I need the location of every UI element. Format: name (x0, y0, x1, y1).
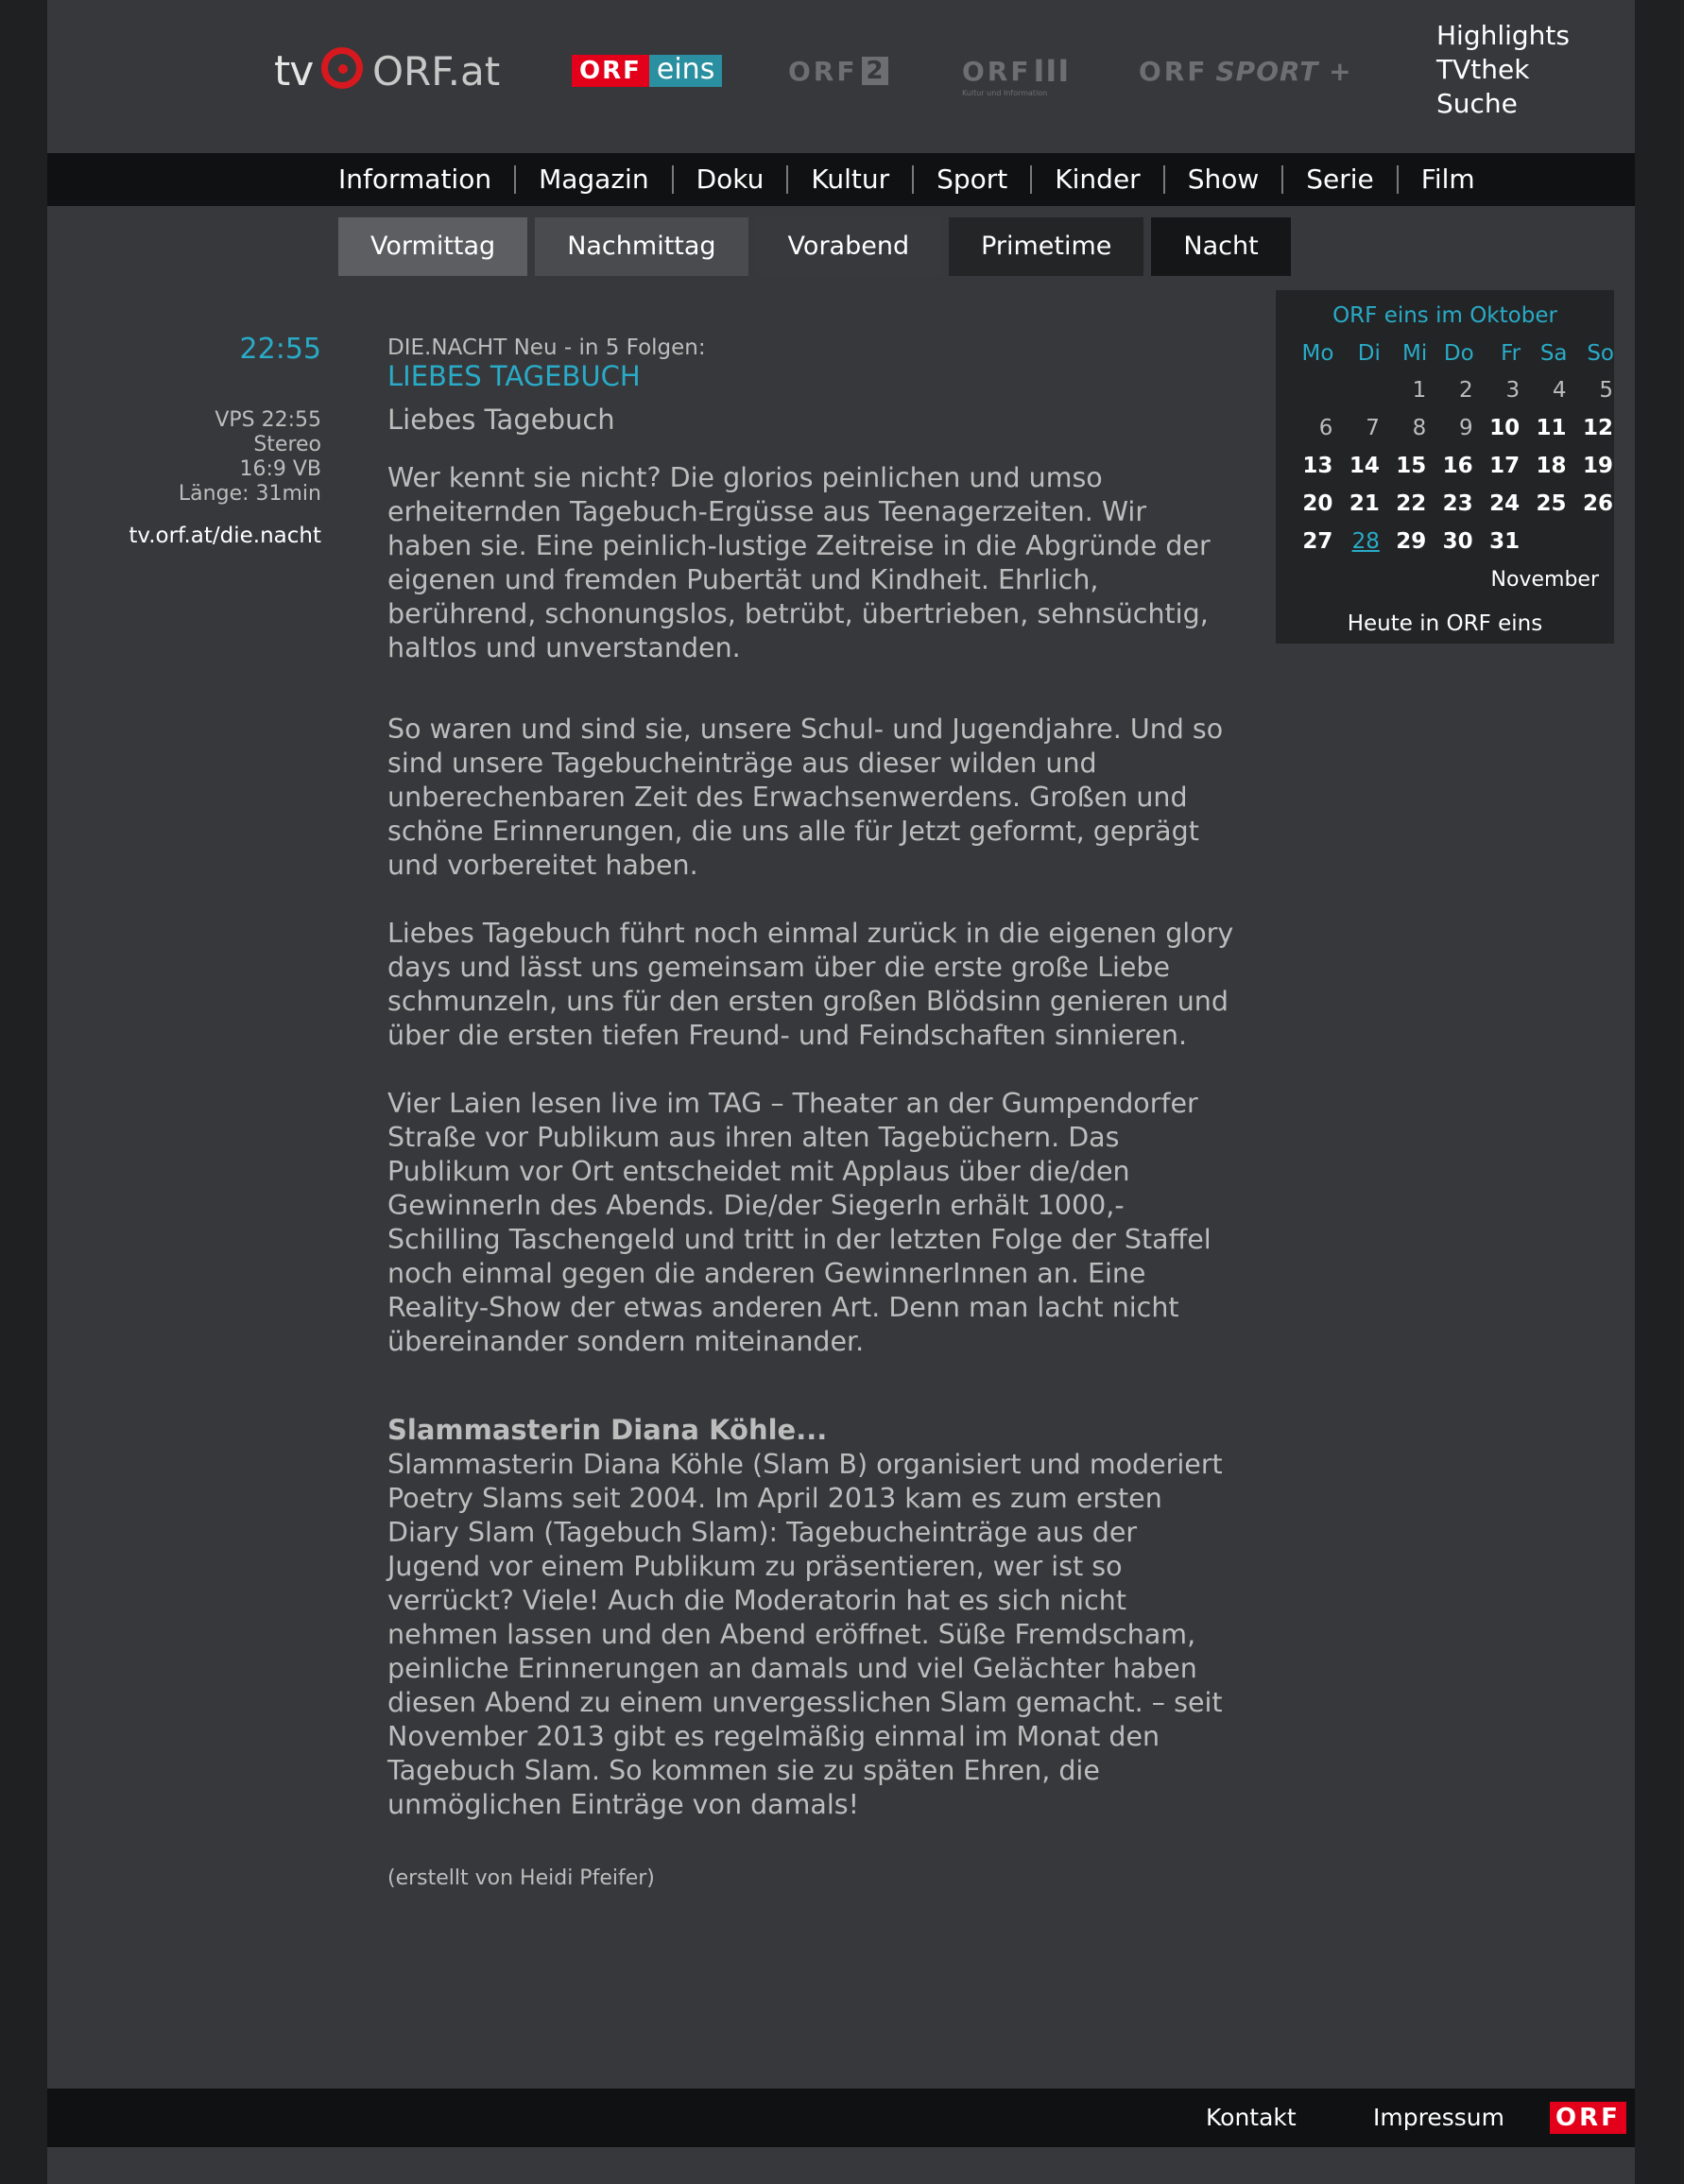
calendar-grid (1287, 335, 1614, 560)
nav-item-serie[interactable]: Serie (1283, 165, 1399, 194)
channel-orf-2[interactable] (788, 55, 888, 87)
footer-link-kontakt[interactable]: Kontakt (1206, 2104, 1297, 2131)
channel-orf-2-part1: ORF (788, 55, 858, 87)
channel-orf-2-part2: 2 (862, 57, 888, 85)
section-heading: Slammasterin Diana Köhle... (387, 1414, 828, 1446)
channel-orf-iii-part2: III (1033, 53, 1071, 89)
calendar-day-link[interactable]: 19 (1582, 454, 1613, 478)
channel-orf-sport[interactable] (1139, 55, 1352, 87)
calendar-day: 6 (1318, 416, 1333, 440)
program-info (47, 331, 321, 550)
calendar-day: 3 (1505, 378, 1521, 403)
tab-primetime[interactable]: Primetime (949, 217, 1143, 276)
calendar-day-empty (1521, 523, 1567, 560)
channel-orf-sport-part1: ORF (1139, 55, 1209, 87)
logo-site-text: ORF.at (372, 48, 501, 95)
calendar-weekday: So (1587, 341, 1614, 366)
page (47, 0, 1635, 2184)
calendar-day: 9 (1459, 416, 1473, 440)
calendar-day-link[interactable]: 22 (1396, 491, 1427, 516)
nav-item-show[interactable]: Show (1165, 165, 1284, 194)
nav-item-information[interactable]: Information (325, 165, 516, 194)
footer (47, 2089, 1635, 2147)
calendar-weekday: Do (1443, 341, 1474, 366)
calendar-day-link[interactable]: 30 (1442, 529, 1473, 554)
program-format: 16:9 VB (239, 457, 321, 481)
top-links (1436, 19, 1570, 121)
calendar-today-link[interactable]: Heute in ORF eins (1347, 611, 1543, 636)
orf-eye-icon (321, 47, 363, 89)
description-paragraph: Wer kennt sie nicht? Die glorios peinlichen und umso erheiternden Tagebuch-Ergüsse aus Teenagerzeiten. Wir haben sie. Eine peinlich-lustige Zeitreise in die Abgründe der eigenen und fremden Pubertät und Kindheit. Ehrlich, berührend, schonungslos, betrübt, übertrieben, sehnsüchtig, haltlos und unverstanden. (387, 462, 1211, 663)
calendar-day: 8 (1412, 416, 1427, 440)
calendar-day-link[interactable]: 26 (1582, 491, 1613, 516)
calendar-day-link[interactable]: 18 (1536, 454, 1567, 478)
calendar-day-empty (1568, 523, 1614, 560)
nav-item-magazin[interactable]: Magazin (516, 165, 673, 194)
calendar-day-link[interactable]: 10 (1489, 416, 1521, 440)
calendar-weekday: Di (1357, 341, 1381, 366)
description-paragraph: Liebes Tagebuch führt noch einmal zurück in die eigenen glory days und lässt uns gemeinsam über die erste große Liebe schmunzeln, uns für den ersten großen Blödsinn genieren und über die ersten tiefen Freund- und Feindschaften sinnieren. (387, 918, 1234, 1051)
calendar-day-link[interactable]: 15 (1396, 454, 1427, 478)
nav-item-film[interactable]: Film (1420, 163, 1475, 195)
time-tabs (338, 217, 1298, 276)
category-nav (47, 153, 1635, 206)
calendar-weekday: Sa (1539, 341, 1568, 366)
description-paragraph: Vier Laien lesen live im TAG – Theater an der Gumpendorfer Straße vor Publikum aus ihren alten Tagebüchern. Das Publikum vor Ort entscheidet mit Applaus über die/den GewinnerIn des Abends. Die/der SiegerIn erhält 1000,- Schilling Taschengeld und tritt in der letzten Folge der Staffel noch einmal gegen die anderen GewinnerInnen an. Eine Reality-Show der etwas anderen Art. Denn man lacht nicht übereinander sondern miteinander. (387, 1088, 1211, 1357)
calendar-day-today[interactable]: 28 (1351, 529, 1380, 554)
calendar-day: 1 (1412, 378, 1427, 403)
program-length: Länge: 31min (178, 482, 321, 506)
series-line: DIE.NACHT Neu - in 5 Folgen: (387, 335, 706, 360)
tab-vormittag[interactable]: Vormittag (338, 217, 527, 276)
calendar-day: 2 (1459, 378, 1473, 403)
calendar-day-link[interactable]: 17 (1489, 454, 1521, 478)
program-title: LIEBES TAGEBUCH (387, 360, 641, 392)
tab-nacht[interactable]: Nacht (1151, 217, 1290, 276)
orf-logo[interactable]: ORF (1550, 2102, 1626, 2134)
calendar-day-link[interactable]: 23 (1442, 491, 1473, 516)
calendar-day-link[interactable]: 29 (1396, 529, 1427, 554)
calendar-day-link[interactable]: 20 (1302, 491, 1333, 516)
nav-item-doku[interactable]: Doku (674, 165, 789, 194)
calendar-day: 4 (1552, 378, 1567, 403)
calendar-day: 7 (1366, 416, 1380, 440)
header (47, 0, 1635, 153)
calendar-day-empty (1333, 371, 1380, 409)
calendar-day-link[interactable]: 13 (1302, 454, 1333, 478)
calendar-day-link[interactable]: 11 (1536, 416, 1567, 440)
calendar-day-link[interactable]: 25 (1536, 491, 1567, 516)
calendar-next-month-link[interactable]: November (1490, 568, 1599, 592)
footer-link-impressum[interactable]: Impressum (1373, 2104, 1504, 2131)
channel-orf-eins[interactable] (572, 55, 722, 87)
section-paragraph: Slammasterin Diana Köhle (Slam B) organisiert und moderiert Poetry Slams seit 2004. Im April 2013 kam es zum ersten Diary Slam (Tagebuch Slam): Tagebucheinträge aus der Jugend vor einem Publikum zu präsentieren, wer ist so verrückt? Viele! Auch die Moderatorin hat es sich nicht nehmen lassen und den Abend eröffnet. Süße Fremdscham, peinliche Erinnerungen an damals und viel Gelächter haben diesen Abend zu einem unvergesslichen Slam gemacht. – seit November 2013 gibt es regelmäßig einmal im Monat den Tagebuch Slam. So kommen sie zu späten Ehren, die unmöglichen Einträge von damals! (387, 1449, 1223, 1820)
calendar-day-link[interactable]: 14 (1349, 454, 1380, 478)
logo-tv-text: tv (274, 47, 314, 95)
nav-item-kultur[interactable]: Kultur (788, 165, 914, 194)
channel-orf-iii[interactable] (962, 55, 1070, 87)
calendar-day-link[interactable]: 12 (1582, 416, 1613, 440)
channel-orf-eins-part2: eins (649, 55, 722, 87)
channel-orf-iii-subtitle: Kultur und Information (962, 89, 1048, 97)
nav-item-sport[interactable]: Sport (914, 165, 1032, 194)
program-website-link[interactable]: tv.orf.at/die.nacht (129, 524, 321, 548)
program-subtitle: Liebes Tagebuch (387, 404, 615, 436)
program-audio: Stereo (253, 433, 321, 456)
description-paragraph: So waren und sind sie, unsere Schul- und Jugendjahre. Und so sind unsere Tagebucheinträge aus dieser wilden und unberechenbaren Zeit des Erwachsenwerdens. Großen und schöne Erinnerungen, die uns alle für Jetzt geformt, geprägt und vorbereitet haben. (387, 714, 1224, 881)
program-vps: VPS 22:55 (215, 408, 321, 432)
calendar-day: 5 (1599, 378, 1613, 403)
calendar-day-empty (1287, 371, 1333, 409)
calendar-day-link[interactable]: 31 (1489, 529, 1521, 554)
channel-orf-iii-part1: ORF (962, 55, 1032, 87)
calendar-weekday: Mo (1301, 341, 1334, 366)
author-credit: (erstellt von Heidi Pfeifer) (387, 1866, 655, 1890)
calendar-day-link[interactable]: 27 (1302, 529, 1333, 554)
calendar-day-link[interactable]: 16 (1442, 454, 1473, 478)
calendar-weekday: Fr (1501, 341, 1521, 366)
channel-orf-eins-part1: ORF (572, 55, 649, 87)
program-description (387, 335, 1238, 1892)
link-highlights[interactable]: Highlights (1436, 20, 1570, 51)
link-tvthek[interactable]: TVthek (1436, 54, 1530, 85)
tab-vorabend[interactable]: Vorabend (756, 217, 942, 276)
calendar-widget (1276, 290, 1614, 644)
nav-item-kinder[interactable]: Kinder (1032, 165, 1164, 194)
calendar-day-link[interactable]: 24 (1489, 491, 1521, 516)
calendar-day-link[interactable]: 21 (1349, 491, 1380, 516)
channel-orf-sport-part2: SPORT + (1215, 55, 1352, 87)
calendar-weekday: Mi (1402, 341, 1428, 366)
program-time: 22:55 (239, 333, 321, 366)
calendar-title: ORF eins im Oktober (1332, 303, 1557, 328)
tab-nachmittag[interactable]: Nachmittag (535, 217, 747, 276)
link-suche[interactable]: Suche (1436, 88, 1518, 119)
